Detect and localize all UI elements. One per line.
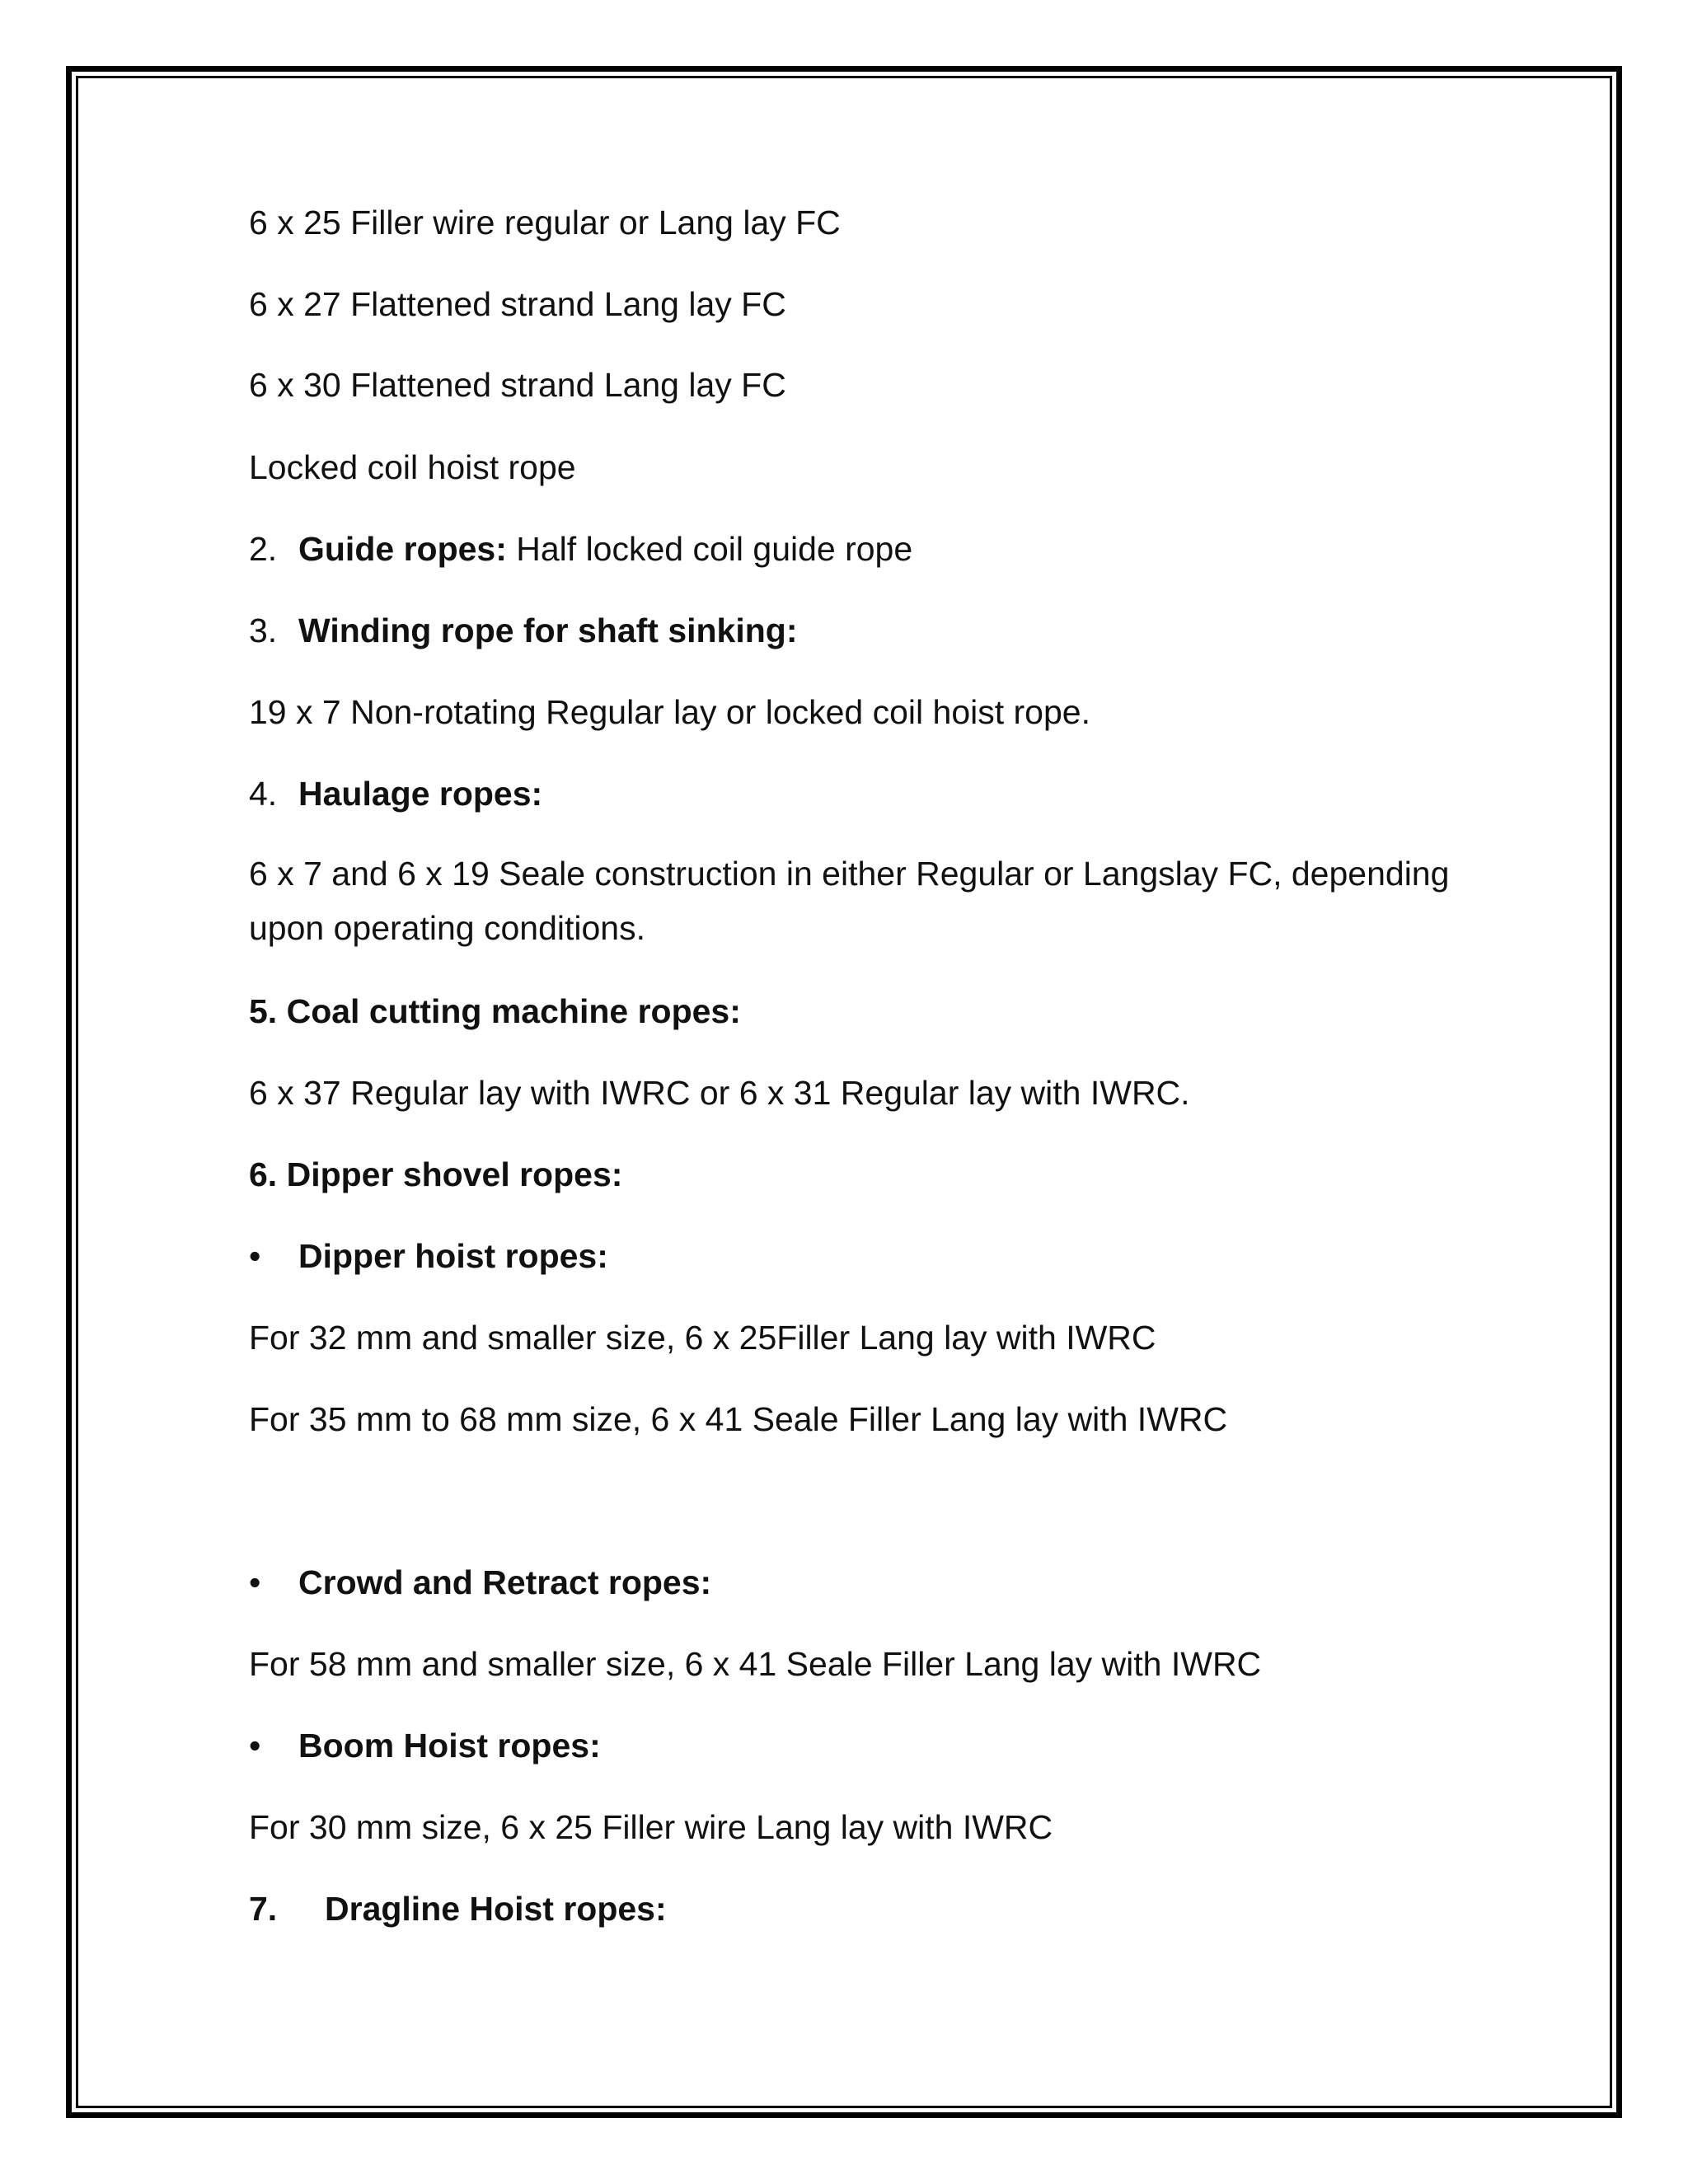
rope-spec-line: 6 x 37 Regular lay with IWRC or 6 x 31 Regular lay with IWRC.	[249, 1074, 1190, 1112]
section-number: 7.	[249, 1890, 278, 1928]
bullet-crowd-retract	[249, 1561, 711, 1604]
section-heading: Dragline Hoist ropes:	[325, 1890, 667, 1928]
section-text: Half locked coil guide rope	[506, 530, 913, 568]
rope-spec-line: 6 x 27 Flattened strand Lang lay FC	[249, 285, 786, 323]
section-coal-cutting: 5. Coal cutting machine ropes:	[249, 992, 741, 1030]
section-number: 3.	[249, 612, 278, 649]
section-number: 4.	[249, 775, 278, 813]
bullet-boom-hoist	[249, 1724, 601, 1767]
section-dipper-shovel: 6. Dipper shovel ropes:	[249, 1155, 623, 1193]
bullet-icon: •	[249, 1727, 261, 1765]
section-guide-ropes	[249, 527, 912, 570]
section-number: 2.	[249, 530, 278, 568]
rope-spec-paragraph: 6 x 7 and 6 x 19 Seale construction in either Regular or Langslay FC, depending upon operating conditions.	[249, 855, 1450, 947]
rope-spec-line: 6 x 25 Filler wire regular or Lang lay FC	[249, 204, 841, 241]
section-haulage-ropes	[249, 772, 542, 815]
section-heading: Haulage ropes:	[298, 775, 543, 813]
bullet-heading: Crowd and Retract ropes:	[298, 1563, 712, 1601]
rope-spec-line: For 32 mm and smaller size, 6 x 25Filler Lang lay with IWRC	[249, 1319, 1156, 1357]
bullet-icon: •	[249, 1563, 261, 1601]
bullet-icon: •	[249, 1237, 261, 1275]
rope-spec-line: For 30 mm size, 6 x 25 Filler wire Lang lay with IWRC	[249, 1808, 1053, 1846]
section-heading: Winding rope for shaft sinking:	[298, 612, 798, 649]
bullet-dipper-hoist	[249, 1235, 608, 1277]
rope-spec-line: Locked coil hoist rope	[249, 448, 576, 486]
section-dragline-hoist	[249, 1887, 667, 1930]
bullet-heading: Boom Hoist ropes:	[298, 1727, 601, 1765]
rope-spec-line: 6 x 30 Flattened strand Lang lay FC	[249, 366, 786, 404]
section-heading: Guide ropes:	[298, 530, 507, 568]
section-winding-rope	[249, 609, 798, 652]
rope-spec-line: 19 x 7 Non-rotating Regular lay or locked coil hoist rope.	[249, 693, 1090, 731]
bullet-heading: Dipper hoist ropes:	[298, 1237, 608, 1275]
rope-spec-line: For 58 mm and smaller size, 6 x 41 Seale Filler Lang lay with IWRC	[249, 1645, 1262, 1683]
rope-spec-line: For 35 mm to 68 mm size, 6 x 41 Seale Filler Lang lay with IWRC	[249, 1400, 1228, 1438]
